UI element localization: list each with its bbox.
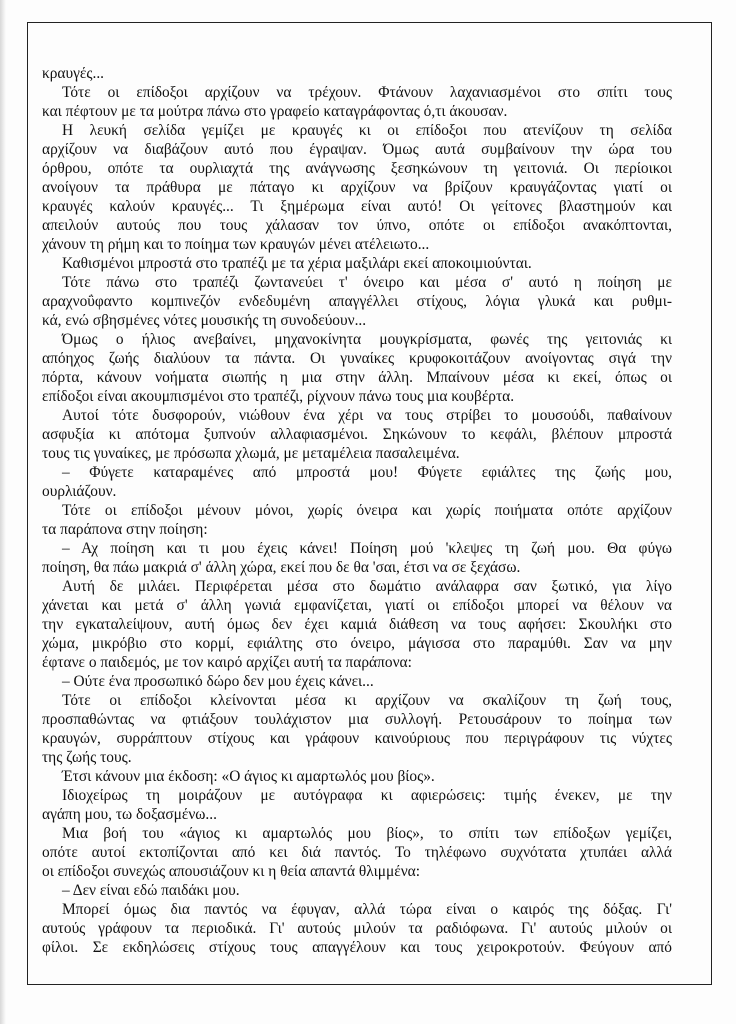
text-line: Μπορεί όμως δια παντός να έφυγαν, αλλά τώρα είναι ο καιρός της δόξας. Γι' xyxy=(62,901,672,918)
text-line: την εγκαταλείψουν, αυτή όμως δεν έχει καμιά διάθεση να τους αφήσει: Σκουλήκι στο xyxy=(42,616,672,633)
text-line: τα παράπονα στην ποίηση: xyxy=(42,521,208,538)
text-line: κραυγές καλούν κραυγές... Τι ξημέρωμα είναι αυτό! Οι γείτονες βλαστημούν και xyxy=(42,198,672,215)
text-line: τους τις γυναίκες, με πρόσωπα χλωμά, με μεταμέλεια πασαλειμένα. xyxy=(42,445,460,462)
text-line: απειλούν αυτούς που τους χάλασαν τον ύπνο, οπότε οι επίδοξοι ανακόπτονται, xyxy=(42,217,672,234)
text-line: οι επίδοξοι συνεχώς απουσιάζουν κι η θεία απαντά θλιμμένα: xyxy=(42,863,420,880)
text-line: αραχνοΰφαντο κομπινεζόν ενδεδυμένη απαγγέλλει στίχους, λόγια γλυκά και ρυθμι- xyxy=(42,293,672,310)
text-line: προσπαθώντας να φτιάξουν τουλάχιστον μια συλλογή. Ρετουσάρουν το ποίημα των xyxy=(42,711,672,728)
text-line: και πέφτουν με τα μούτρα πάνω στο γραφείο καταγράφοντας ό,τι άκουσαν. xyxy=(42,103,508,120)
text-line: οπότε αυτοί εκτοπίζονται από κει διά παντός. Το τηλέφωνο συχνότατα χτυπάει αλλά xyxy=(42,844,672,861)
text-line: ουρλιάζουν. xyxy=(42,483,117,500)
text-line: – Αχ ποίηση και τι μου έχεις κάνει! Ποίηση μού 'κλεψες τη ζωή μου. Θα φύγω xyxy=(62,540,672,557)
scan-edge-shadow xyxy=(0,0,6,1024)
text-line: έφτανε ο παιδεμός, με τον καιρό αρχίζει αυτή τα παράπονα: xyxy=(42,654,412,671)
text-line: χώμα, μικρόβιο στο κορμί, εφιάλτης στο όνειρο, μάγισσα στο παραμύθι. Σαν να μην xyxy=(42,635,672,652)
text-line: Έτσι κάνουν μια έκδοση: «Ο άγιος κι αμαρτωλός μου βίος». xyxy=(62,768,435,785)
text-line: της ζωής τους. xyxy=(42,749,132,766)
document-body xyxy=(42,64,672,957)
text-line: – Ούτε ένα προσωπικό δώρο δεν μου έχεις κάνει... xyxy=(62,673,374,690)
text-line: επίδοξοι είναι ακουμπισμένοι στο τραπέζι, ρίχνουν πάνω τους μια κουβέρτα. xyxy=(42,388,515,405)
text-line: φίλοι. Σε εκδηλώσεις στίχους τους απαγγέλουν και τους χειροκροτούν. Φεύγουν από xyxy=(42,939,672,956)
text-line: κραυγών, συρράπτουν στίχους και γράφουν καινούριους που περιγράφουν τις νύχτες xyxy=(42,730,672,747)
text-line: Τότε οι επίδοξοι κλείνονται μέσα κι αρχίζουν να σκαλίζουν τη ζωή τους, xyxy=(62,692,672,709)
text-line: αγάπη μου, τω δοξασμένω... xyxy=(42,806,217,823)
text-line: Όμως ο ήλιος ανεβαίνει, μηχανοκίνητα μουγκρίσματα, φωνές της γειτονιάς κι xyxy=(62,331,672,348)
text-line: Αυτή δε μιλάει. Περιφέρεται μέσα στο δωμάτιο ανάλαφρα σαν ξωτικό, για λίγο xyxy=(62,578,672,595)
text-line: απόηχος ζωής διαλύουν τα πάντα. Οι γυναίκες κρυφοκοιτάζουν ανοίγοντας σιγά την xyxy=(42,350,672,367)
text-line: κά, ενώ σβησμένες νότες μουσικής τη συνοδεύουν... xyxy=(42,312,367,329)
text-line: Μια βοή του «άγιος κι αμαρτωλός μου βίος», το σπίτι των επίδοξων γεμίζει, xyxy=(62,825,672,842)
text-line: ασφυξία κι απότομα ξυπνούν αλλαφιασμένοι. Σηκώνουν το κεφάλι, βλέπουν μπροστά xyxy=(42,426,672,443)
text-line: Η λευκή σελίδα γεμίζει με κραυγές κι οι επίδοξοι που ατενίζουν τη σελίδα xyxy=(62,122,672,139)
text-line: ανοίγουν τα πράθυρα με πάταγο κι αρχίζουν να βρίζουν κραυγάζοντας γιατί οι xyxy=(42,179,672,196)
text-line: πόρτα, κάνουν νοήματα σιωπής η μια στην άλλη. Μπαίνουν μέσα κι εκεί, όπως οι xyxy=(42,369,672,386)
text-line: αυτούς γράφουν τα περιοδικά. Γι' αυτούς μιλούν τα ραδιόφωνα. Γι' αυτούς μιλούν οι xyxy=(42,920,672,937)
text-line: Ιδιοχείρως τη μοιράζουν με αυτόγραφα κι αφιερώσεις: τιμής ένεκεν, με την xyxy=(62,787,672,804)
text-line: Αυτοί τότε δυσφορούν, νιώθουν ένα χέρι να τους στρίβει το μουσούδι, παθαίνουν xyxy=(62,407,672,424)
text-line: όρθρου, οπότε τα ουρλιαχτά της ανάγνωσης ξεσηκώνουν τη γειτονιά. Οι περίοικοι xyxy=(42,160,672,177)
text-line: Καθισμένοι μπροστά στο τραπέζι με τα χέρια μαξιλάρι εκεί αποκοιμιούνται. xyxy=(62,255,532,272)
text-line: χάνουν τη ρήμη και το ποίημα των κραυγών μένει ατέλειωτο... xyxy=(42,236,430,253)
text-line: ποίηση, θα πάω μακριά σ' άλλη χώρα, εκεί που δε θα 'σαι, έτσι να σε ξεχάσω. xyxy=(42,559,521,576)
text-line: Τότε πάνω στο τραπέζι ζωντανεύει τ' όνειρο και μέσα σ' αυτό η ποίηση με xyxy=(62,274,672,291)
text-line: κραυγές... xyxy=(42,65,105,82)
text-line: Τότε οι επίδοξοι μένουν μόνοι, χωρίς όνειρα και χωρίς ποιήματα οπότε αρχίζουν xyxy=(62,502,672,519)
text-line: Τότε οι επίδοξοι αρχίζουν να τρέχουν. Φτάνουν λαχανιασμένοι στο σπίτι τους xyxy=(62,84,672,101)
text-line: αρχίζουν να διαβάζουν αυτό που έγραψαν. Όμως αυτά συμβαίνουν την ώρα του xyxy=(42,141,672,158)
text-line: – Δεν είναι εδώ παιδάκι μου. xyxy=(62,882,240,899)
text-line: χάνεται και μετά σ' άλλη γωνιά εμφανίζεται, γιατί οι επίδοξοι μπορεί να θέλουν να xyxy=(42,597,672,614)
text-line: – Φύγετε καταραμένες από μπροστά μου! Φύγετε εφιάλτες της ζωής μου, xyxy=(62,464,672,481)
